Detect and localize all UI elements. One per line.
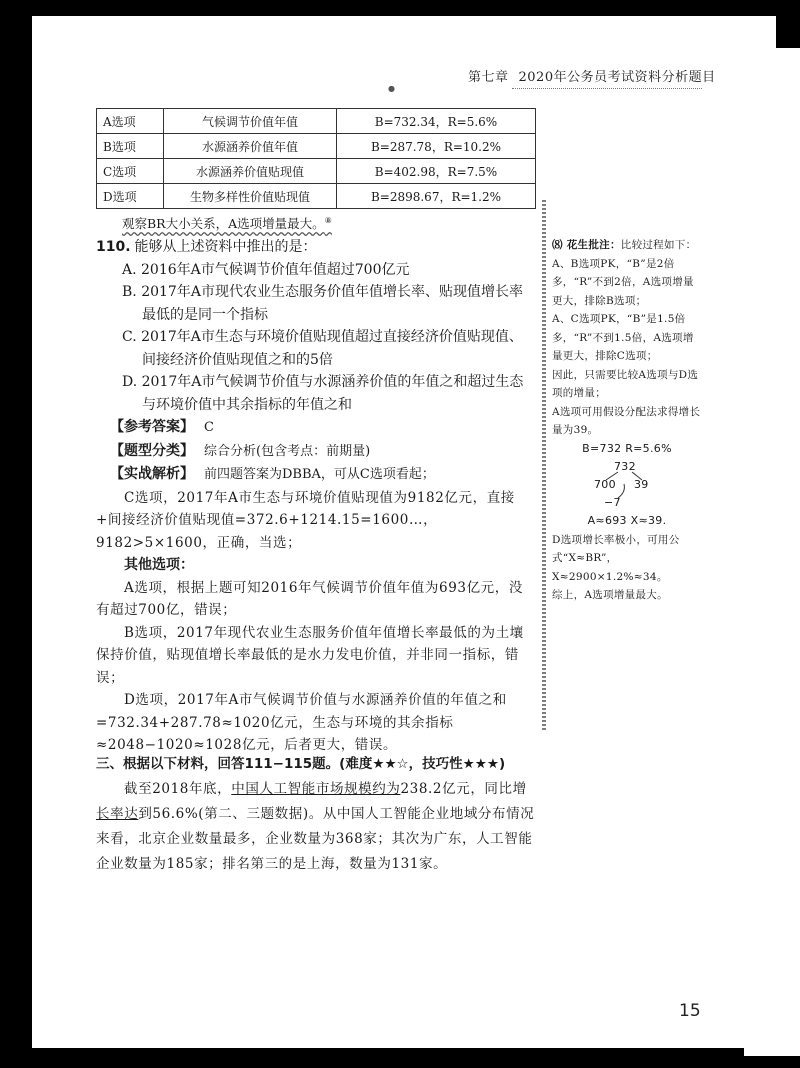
margin-divider [542, 200, 546, 730]
option-cell: A选项 [97, 109, 164, 134]
type-value: 综合分析(包含考点：前期量) [204, 443, 371, 459]
indicator-cell: 水源涵养价值年值 [164, 134, 337, 159]
option-text: 2017年A市现代农业生态服务价值年值增长率、贴现值增长率最低的是同一个指标 [141, 284, 523, 323]
text: 截至2018年底， [124, 781, 232, 797]
sidebar-title: ⑻ 花生批注： [552, 239, 621, 251]
type-row [110, 440, 536, 464]
table-row [97, 159, 536, 184]
type-label: 【题型分类】 [110, 442, 194, 459]
section-title: 三、根据以下材料，回答111−115题。(难度★★☆，技巧性★★★) [96, 756, 506, 772]
analysis-a: A选项，根据上题可知2016年气候调节价值年值为693亿元，没有超过700亿，错误； [96, 579, 523, 618]
sidebar-line: 综上，A选项增量最大。 [552, 589, 668, 601]
tree-right: 39 [634, 478, 649, 491]
question-110 [96, 236, 536, 757]
sidebar-line: 因此，只需要比较A选项与D选项的增量； [552, 368, 699, 399]
table-note-text: 观察BR大小关系，A选项增量最大。 [122, 216, 325, 231]
sidebar-formula: B=732 R=5.6% [582, 441, 672, 455]
option-label: A. [122, 261, 137, 278]
analysis-label: 【实战解析】 [110, 466, 194, 482]
analysis-c: C选项，2017年A市生态与环境价值贴现值为9182亿元，直接+间接经济价值贴现值=372.6+1214.15=1600…，9182>5×1600，正确，当选； [96, 489, 515, 551]
answer-value: C [204, 420, 214, 435]
stem-text: 能够从上述资料中推出的是： [134, 239, 317, 255]
values-cell: B=732.34，R=5.6% [337, 109, 536, 134]
sidebar-result: A≈693 X≈39. [587, 514, 667, 527]
table-row [97, 109, 536, 134]
footnote-mark: ⑧ [324, 215, 332, 225]
section-3 [96, 752, 536, 877]
indicator-cell: 水源涵养价值贴现值 [164, 159, 337, 184]
options-table [96, 108, 536, 209]
sidebar-intro: 比较过程如下： [620, 239, 697, 251]
option-label: D. [122, 374, 138, 390]
indicator-cell: 气候调节价值年值 [164, 109, 337, 134]
option-c [116, 326, 536, 371]
option-cell: C选项 [97, 159, 164, 184]
table-row [97, 184, 536, 209]
analysis-intro: 前四题答案为DBBA，可从C选项看起； [204, 467, 435, 482]
page-edge [744, 1048, 800, 1056]
option-text: 2017年A市气候调节价值与水源涵养价值的年值之和超过生态与环境价值中其余指标的年值之和 [141, 374, 524, 413]
analysis-d: D选项，2017年A市气候调节价值与水源涵养价值的年值之和=732.34+287.78≈1020亿元，生态与环境的其余指标≈2048−1020≈1028亿元，后者更大，错误。 [96, 692, 507, 753]
option-label: B. [122, 284, 137, 300]
analysis-row [110, 463, 536, 487]
header-dotted-rule [512, 88, 702, 89]
table-row [97, 134, 536, 159]
underlined-text: 中国人工智能市场规模约为 [231, 781, 401, 797]
page-number: 15 [679, 1001, 701, 1021]
tree-left: 700 [594, 478, 616, 491]
option-cell: B选项 [97, 134, 164, 159]
option-a [116, 259, 536, 282]
sidebar-header [552, 236, 702, 255]
other-options-heading: 其他选项： [124, 557, 194, 573]
question-number: 110. [96, 239, 131, 255]
sidebar-annotation [552, 236, 702, 605]
answer-label: 【参考答案】 [110, 419, 194, 435]
split-tree-diagram [552, 458, 702, 512]
indicator-cell: 生物多样性价值贴现值 [164, 184, 337, 209]
sidebar-line: A、B选项PK，“B”是2倍多，“R”不到2倍，A选项增量更大，排除B选项； [552, 257, 694, 307]
tree-bottom: −7 [604, 496, 621, 509]
sidebar-line: A选项可用假设分配法求得增长量为39。 [552, 405, 701, 436]
option-cell: D选项 [97, 184, 164, 209]
option-text: 2016年A市气候调节价值年值超过700亿元 [141, 261, 410, 278]
values-cell: B=2898.67，R=1.2% [337, 184, 536, 209]
underlined-text: 长率达 [96, 806, 139, 822]
question-stem [96, 236, 536, 259]
answer-row [110, 416, 536, 440]
running-header [468, 66, 716, 85]
analysis-b: B选项，2017年现代农业生态服务价值年值增长率最低的为土壤保持价值，贴现值增长率最低的是水力发电价值，并非同一指标，错误； [96, 624, 524, 686]
bullet-mark: ● [388, 84, 395, 93]
values-cell: B=287.78，R=10.2% [337, 134, 536, 159]
option-b [116, 281, 536, 326]
sidebar-line: D选项增长率极小，可用公式“X≈BR”，X≈2900×1.2%≈34。 [552, 533, 680, 583]
option-d [116, 371, 536, 416]
material-paragraph [96, 777, 536, 877]
tree-top: 732 [614, 460, 636, 473]
option-text: 2017年A市生态与环境价值贴现值超过直接经济价值贴现值、间接经济价值贴现值之和的5倍 [141, 329, 523, 368]
sidebar-line: A、C选项PK，“B”是1.5倍多，“R”不到1.5倍，A选项增量更大，排除C选项； [552, 313, 694, 362]
page-edge [776, 48, 800, 1056]
text: 到56.6%(第二、三题数据)。从中国人工智能企业地域分布情况来看，北京企业数量最多，企业数量为368家；其次为广东，人工智能企业数量为185家；排名第三的是上海，数量为131家。 [96, 806, 535, 872]
book-title: 2020年公务员考试资料分析题目 [518, 70, 716, 85]
option-label: C. [122, 329, 137, 345]
values-cell: B=402.98，R=7.5% [337, 159, 536, 184]
table-note [122, 214, 332, 232]
text: 238.2亿元，同比增 [400, 781, 527, 797]
chapter-label: 第七章 [468, 70, 509, 85]
